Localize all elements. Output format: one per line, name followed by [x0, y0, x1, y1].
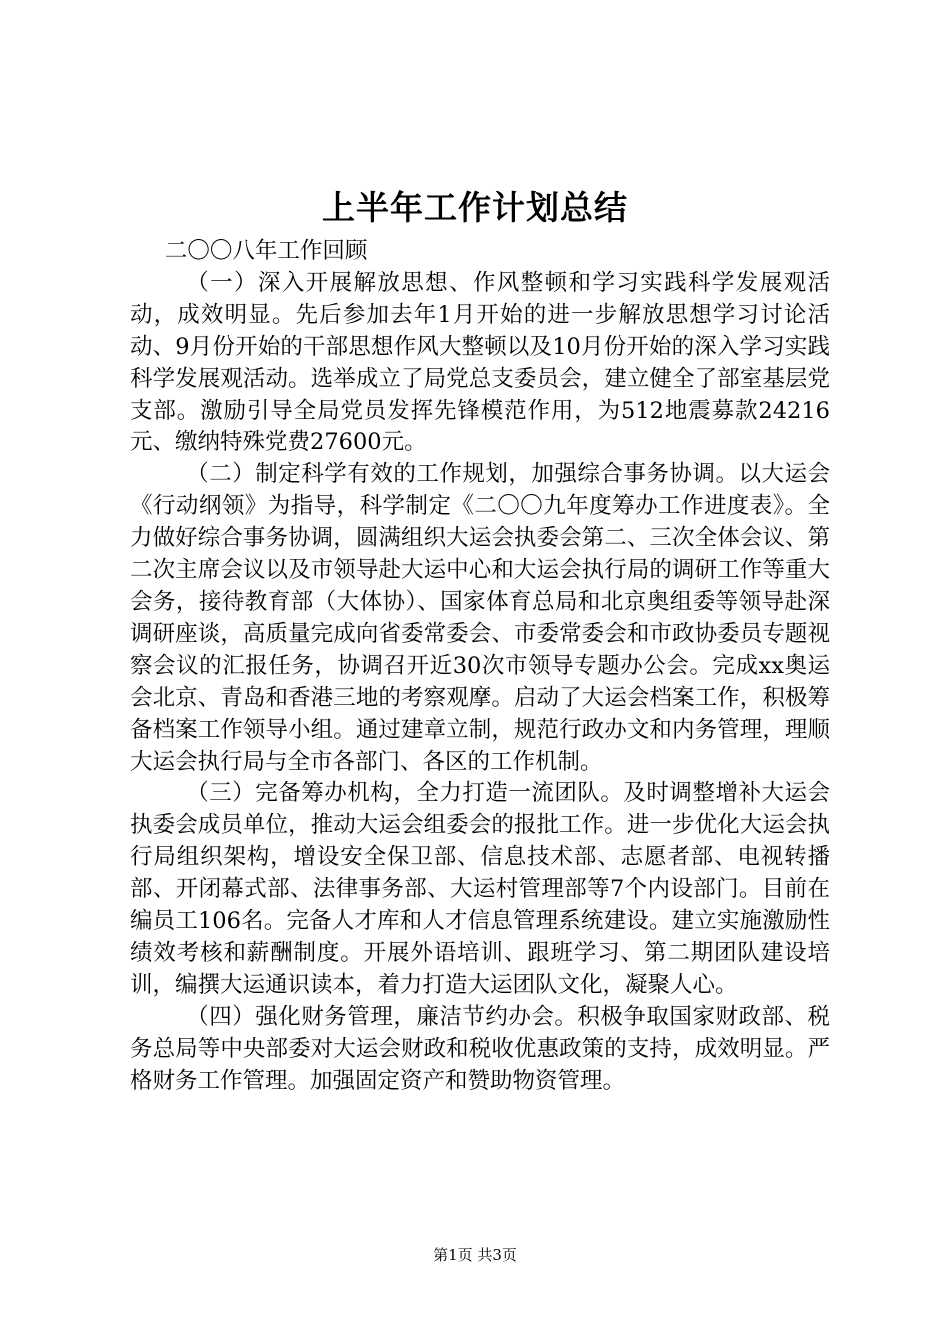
page-title: 上半年工作计划总结 — [322, 188, 628, 227]
paragraph-2: （二）制定科学有效的工作规划，加强综合事务协调。以大运会《行动纲领》为指导，科学制定《二〇〇九年度筹办工作进度表》。全力做好综合事务协调，圆满组织大运会执委会第二、三次全体会议、第二次主席会议以及市领导赴大运中心和大运会执行局的调研工作等重大会务，接待教育部（大体协）、国家体育总局和北京奥组委等领导赴深调研座谈，高质量完成向省委常委会、市委常委会和市政协委员专题视察会议的汇报任务，协调召开近30次市领导专题办公会。完成xx奥运会北京、青岛和香港三地的考察观摩。启动了大运会档案工作，积极筹备档案工作领导小组。通过建章立制，规范行政办文和内务管理，理顺大运会执行局与全市各部门、各区的工作机制。 — [130, 461, 830, 775]
paragraph-4: （四）强化财务管理，廉洁节约办会。积极争取国家财政部、税务总局等中央部委对大运会财政和税收优惠政策的支持，成效明显。严格财务工作管理。加强固定资产和赞助物资管理。 — [130, 1003, 830, 1094]
page-footer: 第1页 共3页 — [433, 1246, 517, 1264]
paragraph-1: （一）深入开展解放思想、作风整顿和学习实践科学发展观活动，成效明显。先后参加去年1月开始的进一步解放思想学习讨论活动、9月份开始的干部思想作风大整顿以及10月份开始的深入学习实践科学发展观活动。选举成立了局党总支委员会，建立健全了部室基层党支部。激励引导全局党员发挥先锋模范作用，为512地震募款24216元、缴纳特殊党费27600元。 — [130, 269, 830, 456]
section-heading: 二〇〇八年工作回顾 — [164, 238, 368, 264]
document-body — [130, 236, 830, 1097]
paragraph-3: （三）完备筹办机构，全力打造一流团队。及时调整增补大运会执委会成员单位，推动大运会组委会的报批工作。进一步优化大运会执行局组织架构，增设安全保卫部、信息技术部、志愿者部、电视转播部、开闭幕式部、法律事务部、大运村管理部等7个内设部门。目前在编员工106名。完备人才库和人才信息管理系统建设。建立实施激励性绩效考核和薪酬制度。开展外语培训、跟班学习、第二期团队建设培训，编撰大运通识读本，着力打造大运团队文化，凝聚人心。 — [130, 780, 830, 998]
